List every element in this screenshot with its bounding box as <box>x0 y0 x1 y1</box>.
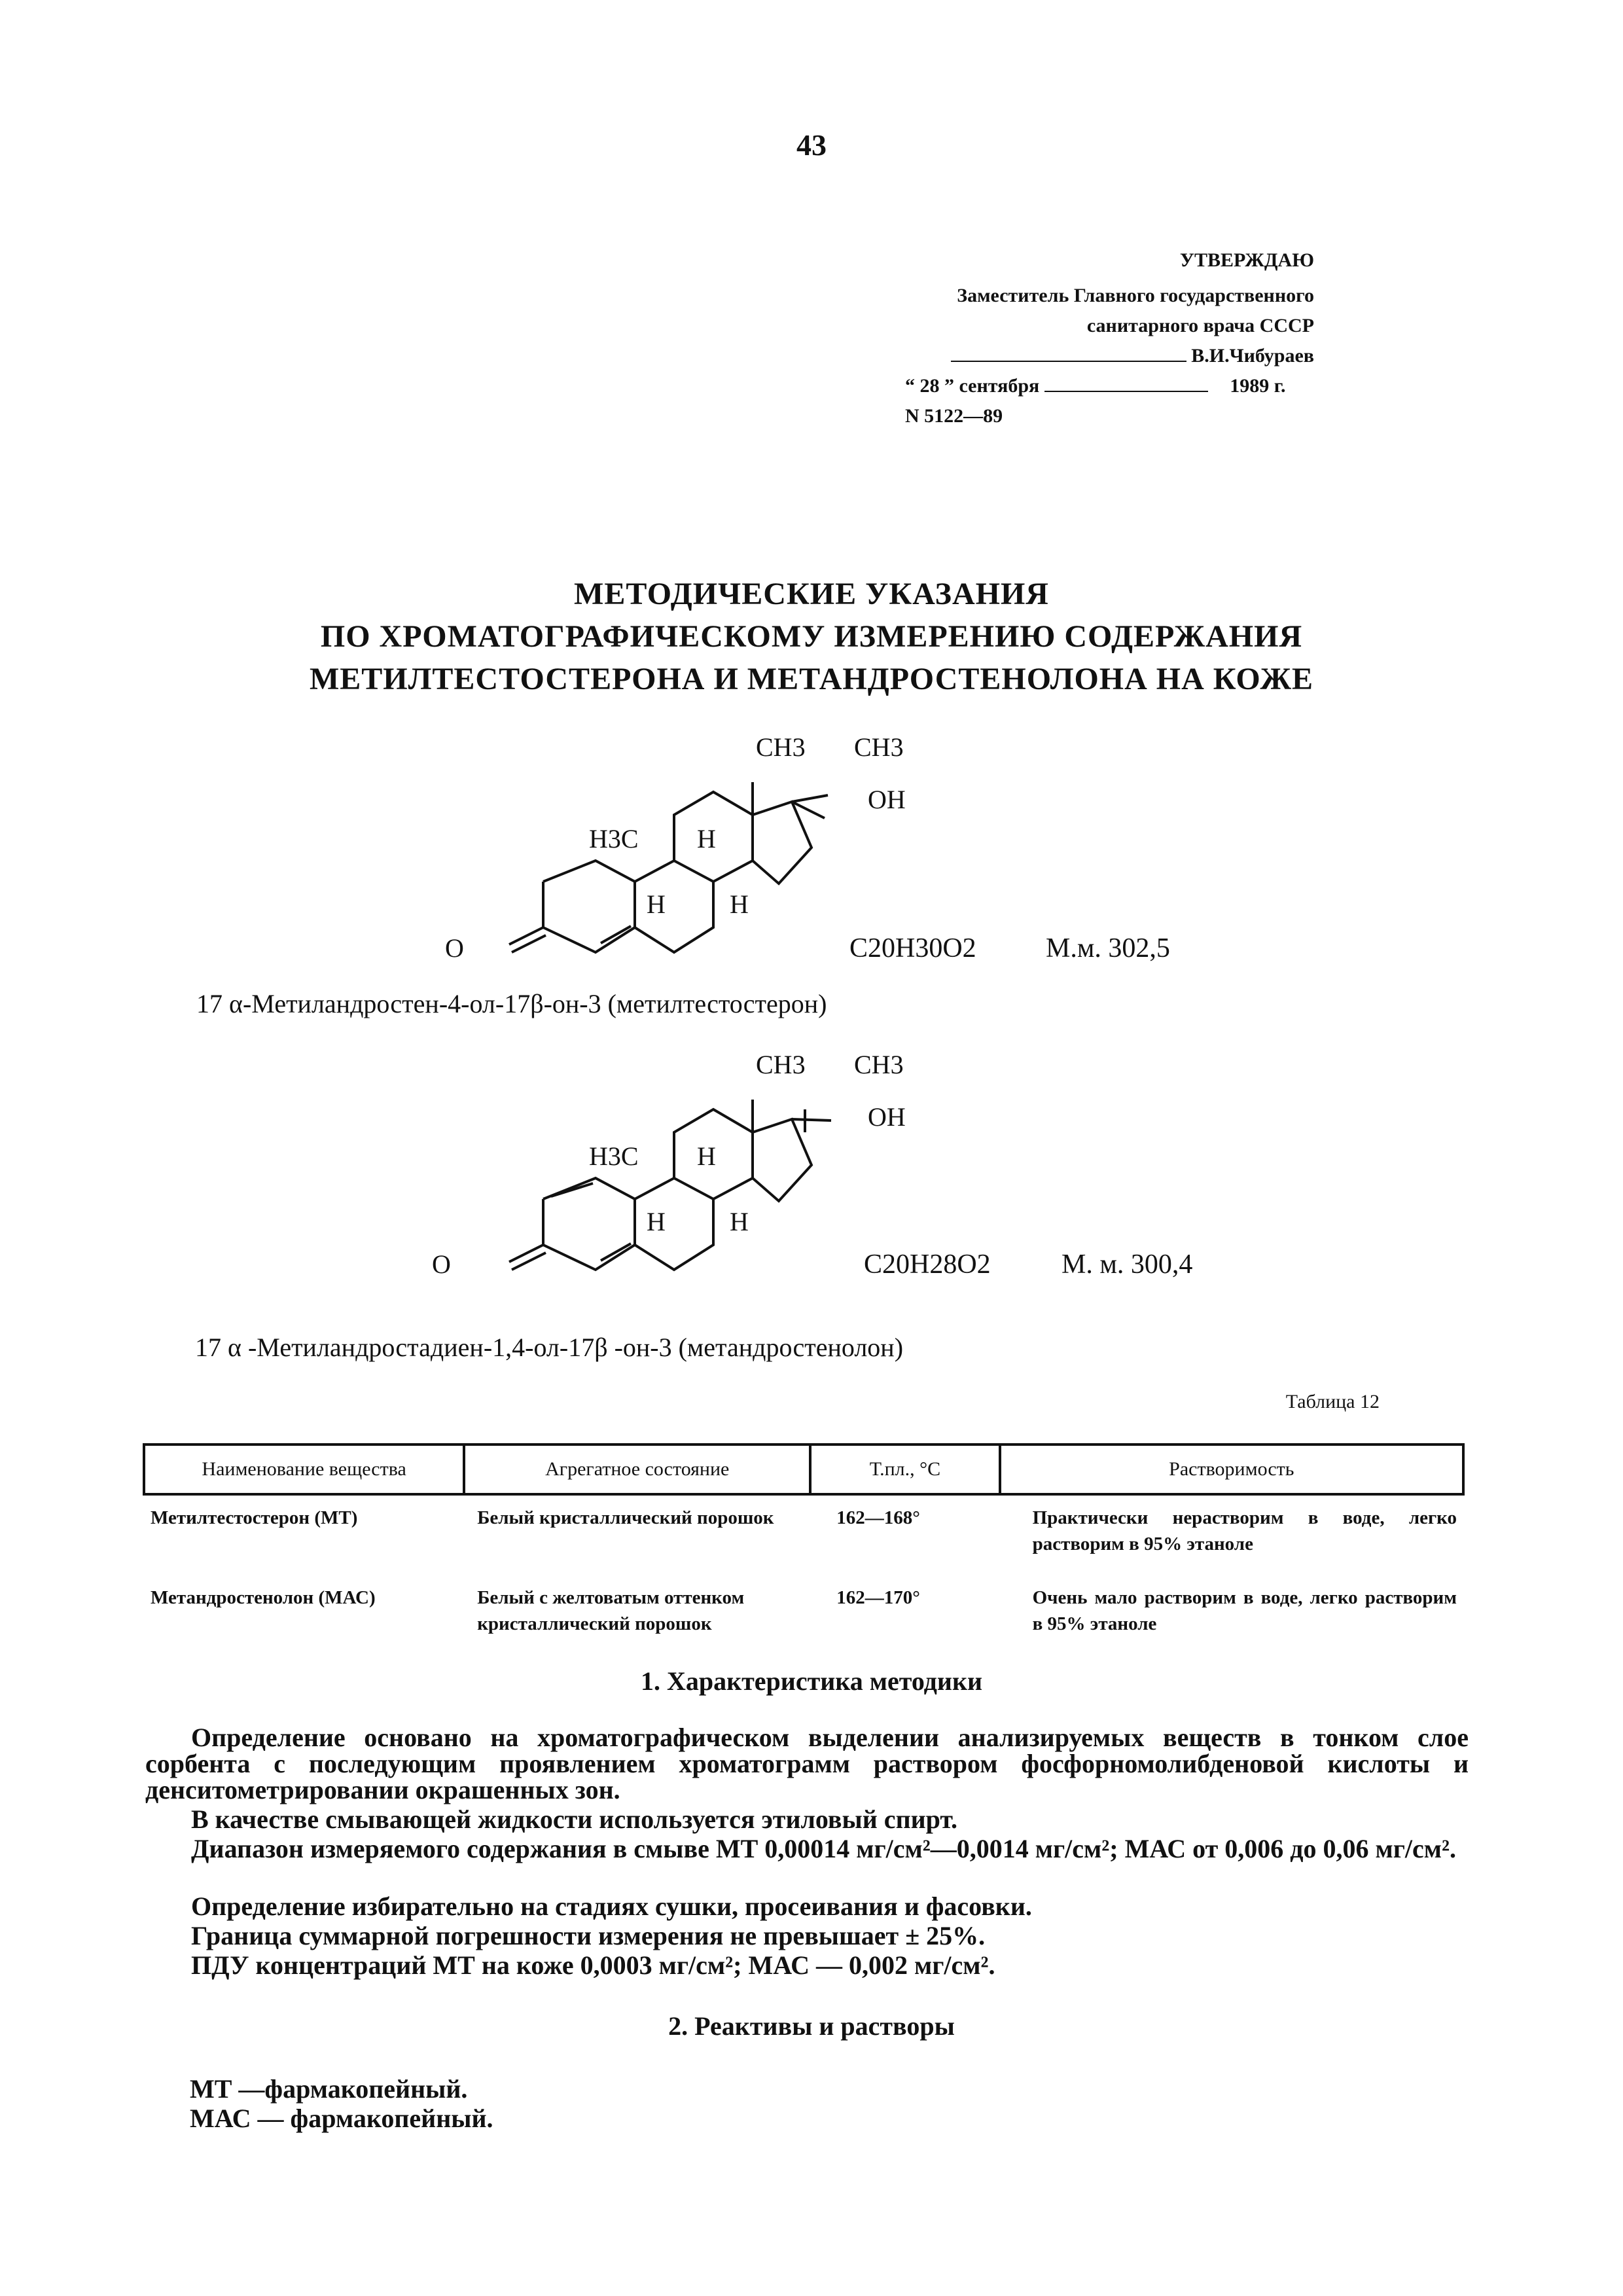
h-upper-label: H <box>697 824 716 853</box>
ch3-side-label: CH3 <box>854 732 904 762</box>
table-cell: Метилтестостерон (МТ) <box>151 1507 358 1528</box>
approval-name: В.И.Чибураев <box>1191 345 1314 367</box>
methyltestosterone-structure <box>497 730 969 965</box>
molar-mass-methyltestosterone: М.м. 302,5 <box>1046 933 1170 963</box>
body-paragraph: Определение избирательно на стадиях сушки, просеивания и фасовки. <box>191 1892 1032 1921</box>
section-heading-characteristics: 1. Характеристика методики <box>640 1666 983 1696</box>
document-title-line1: МЕТОДИЧЕСКИЕ УКАЗАНИЯ <box>574 577 1049 611</box>
table-cell: Метандростенолон (МАС) <box>151 1587 376 1608</box>
body-paragraph: Граница суммарной погрешности измерения не превышает ± 25%. <box>191 1921 986 1950</box>
table-header-cell: Растворимость <box>1000 1444 1463 1494</box>
table-cell: Белый с желтоватым оттенком кристаллический порошок <box>477 1587 745 1634</box>
signature-blank <box>951 361 1186 362</box>
h-lower-right-label: H <box>730 889 749 919</box>
oxo-label-2: O <box>432 1249 451 1279</box>
table-header-row <box>144 1444 1463 1494</box>
reagent-line: МАС — фармакопейный. <box>190 2104 493 2133</box>
formula-methyltestosterone: C20H30O2 <box>849 933 976 963</box>
approval-number: N 5122—89 <box>905 405 1003 427</box>
approval-position-line2: санитарного врача СССР <box>1086 315 1314 336</box>
document-title-line2: ПО ХРОМАТОГРАФИЧЕСКОМУ ИЗМЕРЕНИЮ СОДЕРЖАНИЯ <box>320 619 1303 654</box>
table-caption: Таблица 12 <box>1285 1391 1380 1412</box>
table-cell: 162—168° <box>836 1507 920 1528</box>
ch3-side-label: CH3 <box>854 1050 904 1079</box>
molar-mass-methandrostenolone: М. м. 300,4 <box>1061 1249 1193 1280</box>
table-header-cell: Агрегатное состояние <box>464 1444 810 1494</box>
h-lower-left-label: H <box>647 889 666 919</box>
section-heading-reagents: 2. Реактивы и растворы <box>668 2011 955 2041</box>
body-paragraph: Диапазон измеряемого содержания в смыве МТ 0,00014 мг/см²—0,0014 мг/см²; МАС от 0,006 до 0,06 мг/см². <box>191 1834 1457 1863</box>
body-paragraph: ПДУ концентраций МТ на коже 0,0003 мг/см²; МАС — 0,002 мг/см². <box>191 1950 995 1980</box>
approval-date: “ 28 ” сентября <box>905 375 1040 397</box>
oxo-label-1: O <box>445 933 464 963</box>
methandrostenolone-structure <box>497 1047 969 1283</box>
approval-date-line <box>905 373 1286 399</box>
compound-name-methandrostenolone: 17 α -Метиландростадиен-1,4-ол-17β -он-3 (метандростенолон) <box>195 1333 904 1362</box>
ch3-label: CH3 <box>756 1050 806 1079</box>
h-lower-right-label: H <box>730 1207 749 1236</box>
oh-label: OH <box>868 1102 906 1132</box>
table-cell: Практически нерастворим в воде, легко растворим в 95% этаноле <box>1032 1507 1457 1554</box>
reagent-line: МТ —фармакопейный. <box>190 2074 468 2104</box>
table-header-cell: Т.пл., °С <box>810 1444 999 1494</box>
table-cell: 162—170° <box>836 1587 920 1608</box>
document-title-line3: МЕТИЛТЕСТОСТЕРОНА И МЕТАНДРОСТЕНОЛОНА НА КОЖЕ <box>309 662 1314 696</box>
h3c-label: H3C <box>589 1141 639 1171</box>
compound-name-methyltestosterone: 17 α-Метиландростен-4-ол-17β-он-3 (метилтестостерон) <box>196 989 827 1018</box>
formula-methandrostenolone: C20H28O2 <box>864 1249 991 1280</box>
table-row <box>144 1494 1463 1575</box>
body-paragraph: Определение основано на хроматографическом выделении анализируемых веществ в тонком слое сорбента с последующим проявлением хроматограмм раствором фосфорномолибденовой кислоты и денситометрировании окрашенных зон. <box>145 1723 1469 1804</box>
table-cell: Очень мало растворим в воде, легко растворим в 95% этаноле <box>1032 1587 1457 1634</box>
page-number: 43 <box>796 128 827 162</box>
approval-heading: УТВЕРЖДАЮ <box>1179 249 1314 271</box>
h-lower-left-label: H <box>647 1207 666 1236</box>
approval-signature-line <box>951 343 1314 369</box>
date-blank <box>1044 391 1208 392</box>
h-upper-label: H <box>697 1141 716 1171</box>
approval-year: 1989 г. <box>1230 375 1286 397</box>
approval-position-line1: Заместитель Главного государственного <box>957 285 1314 306</box>
table-header-cell: Наименование вещества <box>144 1444 464 1494</box>
body-paragraph: В качестве смывающей жидкости используется этиловый спирт. <box>191 1804 958 1834</box>
table-cell: Белый кристаллический порошок <box>477 1507 774 1528</box>
properties-table <box>143 1443 1465 1637</box>
table-row <box>144 1575 1463 1637</box>
oh-label: OH <box>868 785 906 814</box>
ch3-label: CH3 <box>756 732 806 762</box>
h3c-label: H3C <box>589 824 639 853</box>
